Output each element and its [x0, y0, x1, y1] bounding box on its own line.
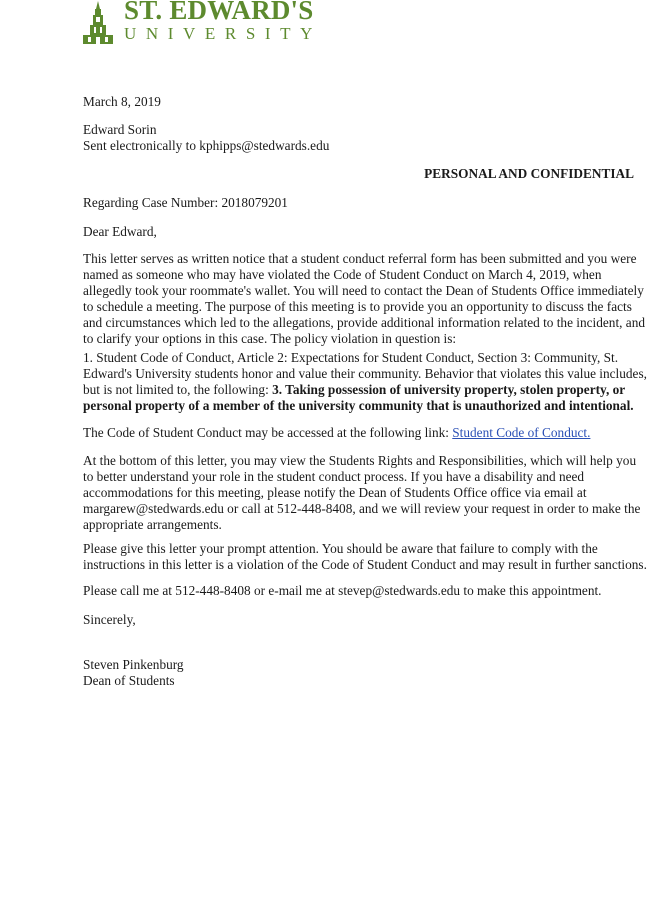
paragraph-line: At the bottom of this letter, you may view the Students Rights and Responsibilities, which will help you: [83, 453, 637, 468]
paragraph-line: appropriate arrangements.: [83, 517, 222, 532]
policy-violation-bold-continued: personal property of a member of the university community that is unauthorized and intentional.: [83, 398, 634, 413]
paragraph-line: to better understand your role in the student conduct process. If you have a disability and need: [83, 469, 585, 484]
paragraph-line: and circumstances which led to the allegations, provide additional information related to the incident, and: [83, 315, 645, 330]
university-tower-logo-icon: [80, 0, 116, 46]
letterhead: [80, 0, 322, 48]
paragraph-notice: [83, 251, 645, 347]
wordmark-line1: ST. EDWARD'S: [124, 0, 314, 25]
letter-date: March 8, 2019: [83, 94, 161, 109]
wordmark: [124, 0, 322, 43]
wordmark-line2: UNIVERSITY: [124, 24, 322, 43]
paragraph-attention: [83, 541, 647, 573]
paragraph-line: margarew@stedwards.edu or call at 512-448-8408, and we will review your request in order to make the: [83, 501, 641, 516]
paragraph-contact: Please call me at 512-448-8408 or e-mail me at stevep@stedwards.edu to make this appointment.: [83, 583, 602, 598]
student-code-of-conduct-link[interactable]: Student Code of Conduct.: [452, 425, 591, 440]
policy-intro-text: but is not limited to, the following:: [83, 382, 273, 397]
salutation: Dear Edward,: [83, 224, 157, 239]
paragraph-line: accommodations for this meeting, please notify the Dean of Students Office office via email at: [83, 485, 587, 500]
paragraph-line: 1. Student Code of Conduct, Article 2: Expectations for Student Conduct, Section 3: Community, St.: [83, 350, 619, 365]
recipient-name: Edward Sorin: [83, 122, 157, 137]
paragraph-line: to schedule a meeting. The purpose of this meeting is to provide you an opportunity to discuss the facts: [83, 299, 632, 314]
recipient-block: [83, 122, 639, 154]
paragraph-line: to clarify your options in this case. The policy violation in question is:: [83, 331, 457, 346]
paragraph-line: instructions in this letter is a violation of the Code of Student Conduct and may result in further sanctions.: [83, 557, 647, 572]
paragraph-line: This letter serves as written notice that a student conduct referral form has been submitted and you were: [83, 251, 637, 266]
signature-block: [83, 657, 639, 689]
paragraph-policy: [83, 350, 647, 414]
paragraph-line: [83, 382, 639, 398]
code-link-text: The Code of Student Conduct may be accessed at the following link:: [83, 425, 453, 440]
sent-electronically-line: Sent electronically to kphipps@stedwards.edu: [83, 138, 330, 153]
paragraph-line: Please give this letter your prompt attention. You should be aware that failure to comply with the: [83, 541, 598, 556]
signer-title: Dean of Students: [83, 673, 175, 688]
confidential-heading: PERSONAL AND CONFIDENTIAL: [424, 166, 634, 181]
signer-name: Steven Pinkenburg: [83, 657, 184, 672]
closing: Sincerely,: [83, 612, 136, 627]
paragraph-line: named as someone who may have violated the Code of Student Conduct on March 4, 2019, when: [83, 267, 602, 282]
case-number-line: Regarding Case Number: 2018079201: [83, 195, 288, 210]
paragraph-code-link: [83, 425, 639, 441]
paragraph-line: allegedly took your roommate's wallet. You will need to contact the Dean of Students Office immediately: [83, 283, 644, 298]
policy-violation-bold: 3. Taking possession of university property, stolen property, or: [272, 382, 626, 397]
paragraph-rights: [83, 453, 639, 533]
paragraph-line: Edward's University students honor and value their community. Behavior that violates this value includes,: [83, 366, 647, 381]
